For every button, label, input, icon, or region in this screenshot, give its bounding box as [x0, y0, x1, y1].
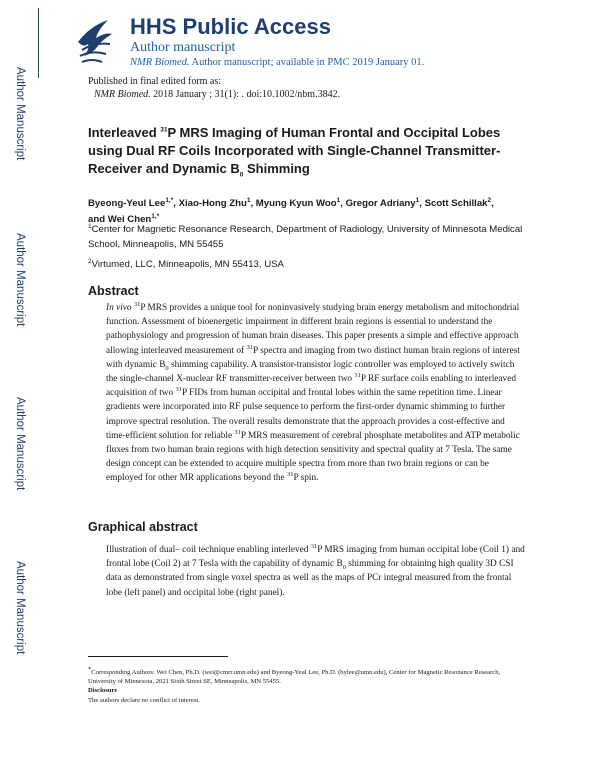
sidebar-author-manuscript-label: Author Manuscript: [14, 397, 26, 491]
sidebar-author-manuscript-label: Author Manuscript: [14, 67, 26, 161]
affiliation: $^2$Virtumed, LLC, Minneapolis, MN 55413, USA: [88, 257, 284, 270]
author: Scott Schillak: [424, 198, 488, 209]
author: Myung Kyun Woo: [255, 198, 337, 209]
author: Byeong-Yeul Lee: [88, 198, 166, 209]
citation-text: 2018 January ; 31(1): . doi:10.1002/nbm.3842.: [150, 89, 341, 100]
hhs-public-access-title: HHS Public Access: [130, 14, 331, 39]
abstract-text: In vivo $^{31}$P MRS provides a unique tool for noninvasively studying brain energy metabolism and mitochondrial function. Assessment of bioenergetic impairment in different brain regions is essential to understand the pathophysiology and progression of human brain diseases. This paper presents a simple and effective approach allowing interleaved measurement of $^{31}$P spectra and imaging from two distinct human brain regions of interest with dynamic $B_0$ shimming capability. A transistor-transistor logic controller was employed to actively switch the single-channel X-nuclear RF transmitter-receiver between two $^{31}$P RF surface coils enabling to interleaved acquisition of two $^{31}$P FIDs from human occipital and frontal lobes within the same repetition time. Linear gradients were incorporated into RF pulse sequence to perform the first-order dynamic shimming to further improve spectral resolution. The overall results demonstrate that the approach provides a cost-effective and time-efficient solution for reliable $^{31}$P MRS measurement of cerebral phosphate metabolites and ATP metabolic fluxes from two human brain regions with high detection sensitivity and spectral quality at 7 Tesla. The same design concept can be extended to acquire multiple spectra from more than two brain regions or can be employed for other MR applications beyond the $^{31}$P spin.: [106, 300, 520, 484]
citation-journal: NMR Biomed.: [94, 89, 151, 100]
author-list: Byeong-Yeul Lee$^{1,*}$, Xiao-Hong Zhu$^1$, Myung Kyun Woo$^1$, Gregor Adriany$^1$, Scott Schillak$^2$, and Wei Chen$^{1,*}$: [88, 196, 494, 225]
corresponding-authors-footnote: *Corresponding Authors: Wei Chen, Ph.D. (wei@cmrr.umn.edu) and Byeong-Yeul Lee, Ph.D. (bylee@umn.edu), Center for Magnetic Resonance Research, University of Minnesota, 2021 Sixth Street SE, Minneapolis, MN 55455.: [88, 665, 501, 686]
sidebar-divider: [38, 8, 39, 78]
hhs-eagle-logo-icon: [72, 12, 116, 68]
footnotes: [88, 665, 528, 705]
author: Wei Chen: [107, 213, 152, 225]
abstract-heading: Abstract: [88, 284, 139, 298]
footnote-divider: [88, 656, 228, 657]
published-line: Published in final edited form as:: [88, 76, 222, 87]
availability-text: Author manuscript; available in PMC 2019 January 01.: [189, 57, 425, 68]
affiliation: $^1$Center for Magnetic Resonance Research, Department of Radiology, University of Minnesota Medical School, Minneapolis, MN 55455: [88, 222, 523, 250]
availability-line: [130, 57, 424, 68]
sidebar-author-manuscript-label: Author Manuscript: [14, 233, 26, 327]
author: Gregor Adriany: [345, 198, 416, 209]
author-manuscript-subtitle: Author manuscript: [130, 40, 236, 55]
disclosure-text: The authors declare no conflict of interest.: [88, 696, 200, 704]
author: Xiao-Hong Zhu: [178, 198, 247, 209]
article-title: Interleaved $^{31}$P MRS Imaging of Human Frontal and Occipital Lobes using Dual RF Coils Incorporated with Single-Channel Transmitter-Receiver and Dynamic $B_0$ Shimming: [88, 125, 501, 179]
sidebar-author-manuscript-label: Author Manuscript: [14, 561, 26, 655]
graphical-abstract-heading: Graphical abstract: [88, 520, 198, 534]
graphical-abstract-text: Illustration of dual– coil technique enabling interleved $^{31}$P MRS imaging from human occipital lobe (Coil 1) and frontal lobe (Coil 2) at 7 Tesla with the capability of dynamic $B_0$ shimming for obtaining high quality 3D CSI data as demonstrated from single voxel spectra as well as the maps of PCr integral measured from the frontal lobe (left panel) and occipital lobe (right panel).: [106, 542, 525, 598]
citation-line: [94, 89, 340, 100]
journal-name: NMR Biomed.: [130, 57, 190, 68]
disclosure-heading: Disclosure: [88, 687, 118, 695]
